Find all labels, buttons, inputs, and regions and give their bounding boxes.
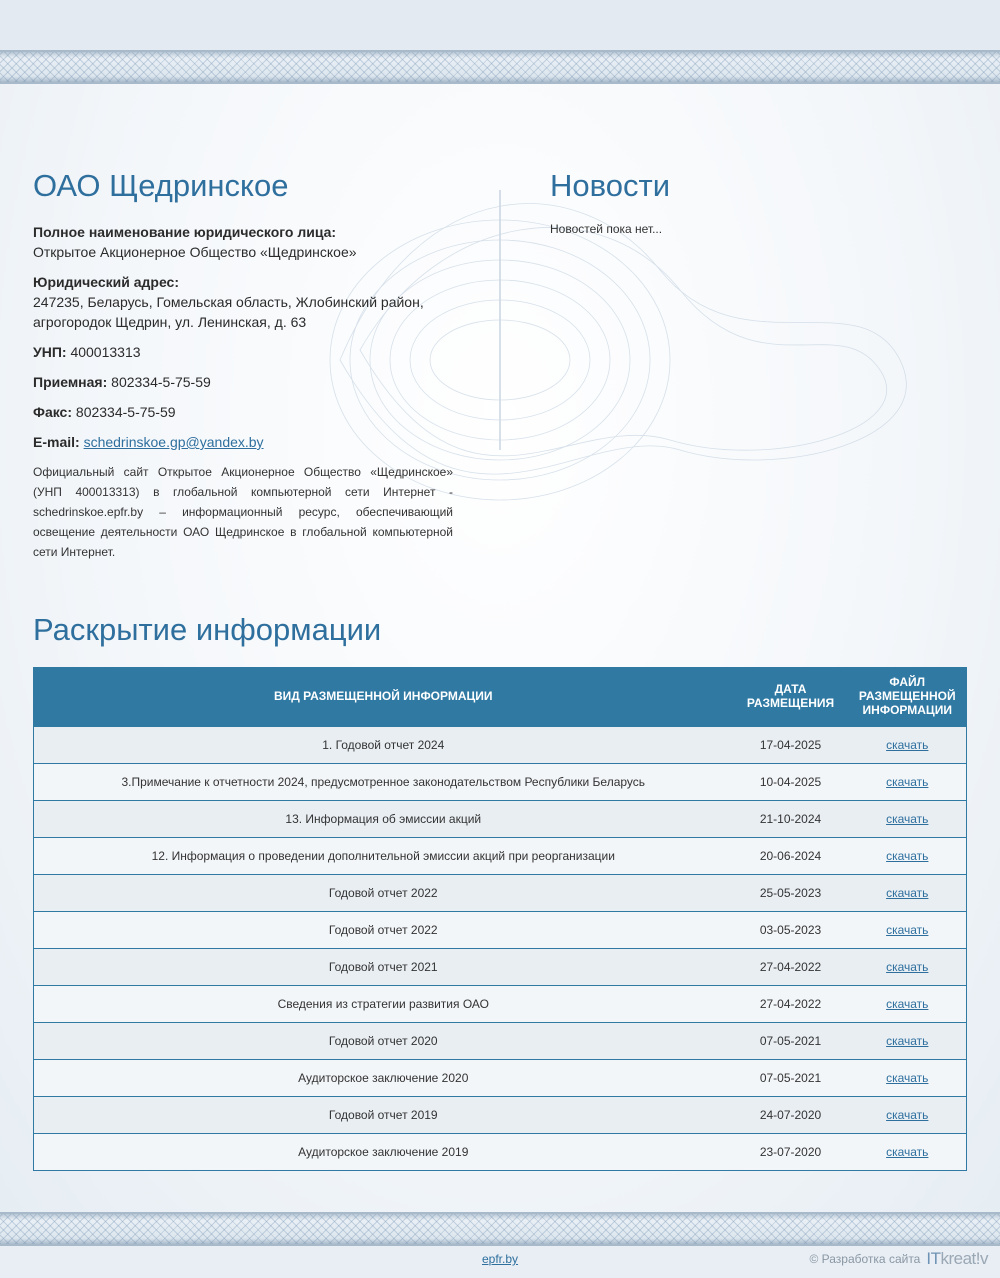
cell-date: 27-04-2022 — [733, 985, 849, 1022]
company-info-section — [33, 168, 453, 562]
cell-type: Годовой отчет 2020 — [34, 1022, 733, 1059]
fullname-label: Полное наименование юридического лица: — [33, 224, 337, 240]
email-link[interactable]: schedrinskoe.gp@yandex.by — [83, 434, 264, 450]
cell-type: 12. Информация о проведении дополнительной эмиссии акций при реорганизации — [34, 837, 733, 874]
cell-file — [849, 911, 967, 948]
download-link[interactable]: скачать — [886, 774, 929, 789]
download-link[interactable]: скачать — [886, 737, 929, 752]
cell-file — [849, 1096, 967, 1133]
cell-date: 07-05-2021 — [733, 1059, 849, 1096]
news-section — [550, 168, 970, 236]
address-line-2: агрогородок Щедрин, ул. Ленинская, д. 63 — [33, 314, 307, 330]
header-file: ФАЙЛ РАЗМЕЩЕННОЙ ИНФОРМАЦИИ — [849, 667, 967, 726]
cell-file — [849, 948, 967, 985]
header-date: ДАТА РАЗМЕЩЕНИЯ — [733, 667, 849, 726]
download-link[interactable]: скачать — [886, 1070, 929, 1085]
cell-type: Годовой отчет 2021 — [34, 948, 733, 985]
reception-label: Приемная: — [33, 374, 108, 390]
cell-file — [849, 763, 967, 800]
footer-credit — [809, 1249, 988, 1269]
cell-date: 23-07-2020 — [733, 1133, 849, 1170]
company-fax — [33, 402, 453, 422]
download-link[interactable]: скачать — [886, 1107, 929, 1122]
download-link[interactable]: скачать — [886, 848, 929, 863]
cell-type: Сведения из стратегии развития ОАО — [34, 985, 733, 1022]
site-description: Официальный сайт Открытое Акционерное Общество «Щедринское» (УНП 400013313) в глобальной компьютерной сети Интернет - schedrinskoe.epfr.by – информационный ресурс, обеспечивающий освещение деятельности ОАО Щедринское в глобальной компьютерной сети Интернет. — [33, 465, 453, 559]
cell-file — [849, 985, 967, 1022]
cell-file — [849, 726, 967, 763]
cell-type: 1. Годовой отчет 2024 — [34, 726, 733, 763]
developer-logo-link[interactable] — [926, 1249, 988, 1269]
disclosure-table-body — [34, 726, 967, 1170]
table-header-row — [34, 667, 967, 726]
credit-text: © Разработка сайта — [809, 1252, 921, 1266]
footer — [0, 1246, 1000, 1278]
table-row — [34, 1096, 967, 1133]
cell-type: Годовой отчет 2019 — [34, 1096, 733, 1133]
footer-site-link[interactable]: epfr.by — [482, 1252, 519, 1266]
header-type: ВИД РАЗМЕЩЕННОЙ ИНФОРМАЦИИ — [34, 667, 733, 726]
brand-part-a: IT — [926, 1249, 941, 1268]
table-row — [34, 948, 967, 985]
cell-file — [849, 1059, 967, 1096]
cell-date: 25-05-2023 — [733, 874, 849, 911]
cell-file — [849, 837, 967, 874]
download-link[interactable]: скачать — [886, 1033, 929, 1048]
cell-date: 20-06-2024 — [733, 837, 849, 874]
table-row — [34, 800, 967, 837]
cell-date: 07-05-2021 — [733, 1022, 849, 1059]
table-row — [34, 1059, 967, 1096]
footer-ornament-band — [0, 1212, 1000, 1246]
download-link[interactable]: скачать — [886, 959, 929, 974]
company-address — [33, 272, 453, 332]
cell-date: 27-04-2022 — [733, 948, 849, 985]
table-row — [34, 911, 967, 948]
news-empty-text: Новостей пока нет... — [550, 222, 663, 236]
cell-file — [849, 1133, 967, 1170]
address-line-1: 247235, Беларусь, Гомельская область, Жлобинский район, — [33, 294, 424, 310]
download-link[interactable]: скачать — [886, 885, 929, 900]
cell-type: Аудиторское заключение 2020 — [34, 1059, 733, 1096]
disclosure-table-wrapper — [33, 667, 967, 1171]
top-strip — [0, 0, 1000, 50]
cell-date: 17-04-2025 — [733, 726, 849, 763]
table-row — [34, 1022, 967, 1059]
table-row — [34, 837, 967, 874]
company-unp — [33, 342, 453, 362]
cell-file — [849, 874, 967, 911]
disclosure-title: Раскрытие информации — [33, 612, 382, 647]
cell-type: Годовой отчет 2022 — [34, 874, 733, 911]
cell-type: 3.Примечание к отчетности 2024, предусмотренное законодательством Республики Беларусь — [34, 763, 733, 800]
brand-part-b: kreat!v — [940, 1249, 988, 1268]
cell-date: 10-04-2025 — [733, 763, 849, 800]
news-title: Новости — [550, 168, 671, 203]
table-row — [34, 1133, 967, 1170]
header-ornament-band — [0, 50, 1000, 84]
table-row — [34, 726, 967, 763]
table-row — [34, 985, 967, 1022]
fax-label: Факс: — [33, 404, 73, 420]
download-link[interactable]: скачать — [886, 1144, 929, 1159]
fullname-value: Открытое Акционерное Общество «Щедринское» — [33, 244, 357, 260]
cell-date: 24-07-2020 — [733, 1096, 849, 1133]
download-link[interactable]: скачать — [886, 922, 929, 937]
email-label: E-mail: — [33, 434, 80, 450]
cell-date: 03-05-2023 — [733, 911, 849, 948]
cell-date: 21-10-2024 — [733, 800, 849, 837]
table-row — [34, 763, 967, 800]
company-reception — [33, 372, 453, 392]
table-row — [34, 874, 967, 911]
download-link[interactable]: скачать — [886, 811, 929, 826]
company-email — [33, 432, 453, 452]
download-link[interactable]: скачать — [886, 996, 929, 1011]
fax-value: 802334-5-75-59 — [75, 404, 176, 420]
unp-label: УНП: — [33, 344, 67, 360]
address-label: Юридический адрес: — [33, 274, 179, 290]
company-fullname — [33, 222, 453, 262]
cell-type: 13. Информация об эмиссии акций — [34, 800, 733, 837]
cell-type: Годовой отчет 2022 — [34, 911, 733, 948]
cell-file — [849, 800, 967, 837]
unp-value: 400013313 — [70, 344, 141, 360]
disclosure-table — [33, 667, 967, 1171]
cell-type: Аудиторское заключение 2019 — [34, 1133, 733, 1170]
company-title: ОАО Щедринское — [33, 168, 289, 203]
cell-file — [849, 1022, 967, 1059]
reception-value: 802334-5-75-59 — [111, 374, 211, 390]
